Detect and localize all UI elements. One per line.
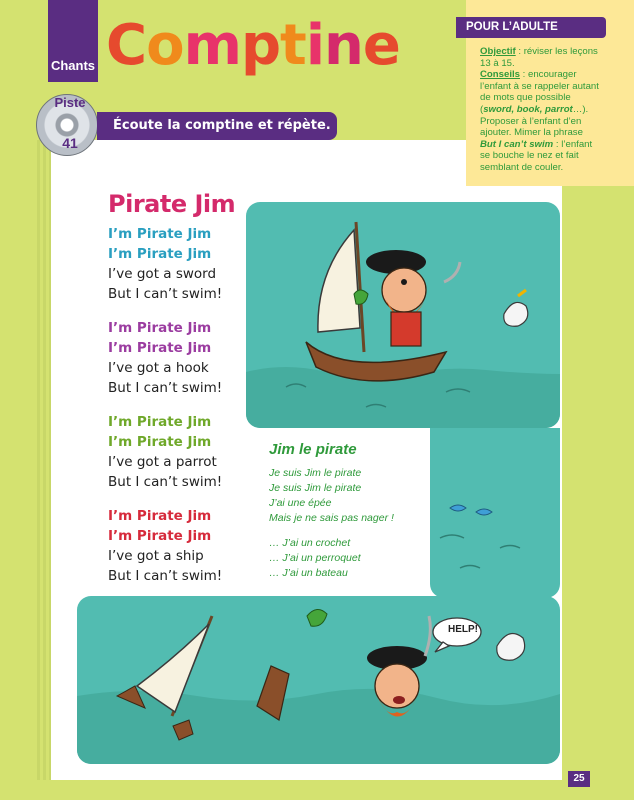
page-edge-left [37,140,51,780]
conseils-text: …). Proposer à l’enfant d’en ajouter. Mimer la phrase [480,103,589,139]
title-letter: t [280,13,306,78]
stanza-line: I’m Pirate Jim [108,508,212,524]
stanza-line: But I can’t swim! [108,286,223,302]
speech-bubble-text: HELP! [448,624,478,635]
translation-line: Je suis Jim le pirate [269,482,362,494]
stanza-line: I’m Pirate Jim [108,246,212,262]
stanza-line: I’m Pirate Jim [108,320,212,336]
poem [108,190,235,600]
page-title [106,13,400,78]
track-number: 41 [62,135,78,151]
title-letter: o [146,13,184,78]
title-letter: e [362,13,400,78]
stanza-line: I’ve got a hook [108,360,209,376]
instruction-banner: Écoute la comptine et répète. [97,112,337,140]
conseils-text: : encourager l’enfant à se rappeler autant de mots que possible ( [480,69,599,115]
translation-extra: … J’ai un bateau [269,567,348,579]
title-letter: p [240,13,281,78]
translation-extra: … J’ai un perroquet [269,552,361,564]
stanza-line: I’ve got a parrot [108,454,217,470]
conseils-words: sword, book, parrot [483,103,573,115]
page-number: 25 [568,771,590,787]
title-letter: m [183,13,241,78]
translation-extra: … J’ai un crochet [269,537,351,549]
stanza-line: I’m Pirate Jim [108,528,212,544]
translation-title: Jim le pirate [269,441,357,458]
title-letter: n [324,13,363,78]
track-word: Piste [54,95,86,110]
stanza-line: I’ve got a sword [108,266,217,282]
title-letter: C [106,13,147,78]
fish-scene-icon [430,428,560,598]
conseils-phrase: But I can’t swim [480,138,554,150]
section-tab: Chants [48,0,98,82]
translation-line: Je suis Jim le pirate [269,467,362,479]
poem-stanza [108,506,235,586]
title-letter: i [305,13,325,78]
poem-title: Pirate Jim [108,190,236,218]
objectif-label: Objectif [480,46,516,57]
translation-line: J’ai une épée [269,497,332,509]
translation [269,441,394,581]
water-panel-middle [430,428,560,598]
stanza-line: I’m Pirate Jim [108,340,212,356]
sinking-scene-icon [77,596,560,764]
conseils-text: : l’enfant se bouche le nez et fait semblant de couler. [480,138,593,173]
adult-heading: POUR L’ADULTE [456,17,606,38]
sinking-pirate-illustration [77,596,560,764]
stanza-line: But I can’t swim! [108,380,223,396]
stanza-line: But I can’t swim! [108,568,223,584]
boat-scene-icon [246,202,560,428]
adult-text [480,46,600,174]
poem-stanza [108,224,235,304]
stanza-line: I’m Pirate Jim [108,414,212,430]
stanza-line: I’m Pirate Jim [108,434,212,450]
track-label [50,96,90,150]
stanza-line: But I can’t swim! [108,474,223,490]
pirate-boat-illustration [246,202,560,428]
stanza-line: I’m Pirate Jim [108,226,212,242]
objectif-text: : réviser les leçons 13 à 15. [480,46,598,69]
poem-stanza [108,412,235,492]
poem-stanza [108,318,235,398]
translation-line: Mais je ne sais pas nager ! [269,512,394,524]
conseils-label: Conseils [480,69,520,81]
stanza-line: I’ve got a ship [108,548,204,564]
